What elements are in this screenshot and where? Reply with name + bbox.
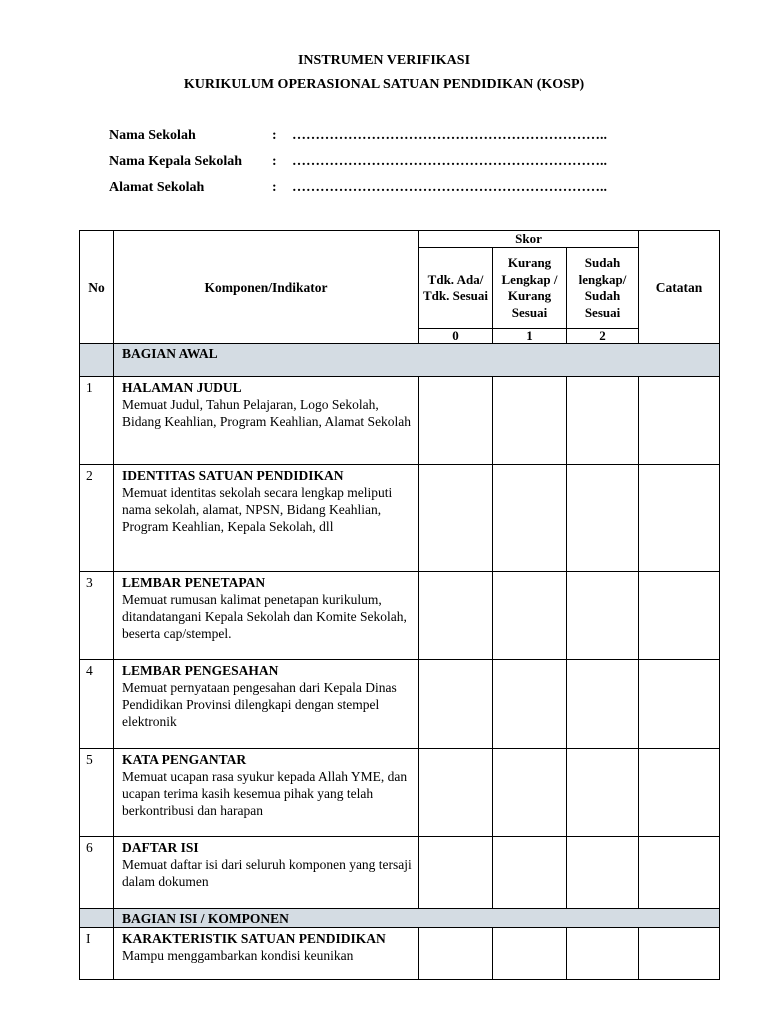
row-number: 3 (80, 572, 114, 660)
header-score-1-label: Kurang Lengkap / Kurang Sesuai (493, 248, 567, 329)
identity-value: ………………………………………………………….. (292, 154, 607, 169)
header-catatan: Catatan (639, 231, 720, 344)
catatan-cell[interactable] (639, 660, 720, 749)
score-cell-2[interactable] (567, 660, 639, 749)
row-number: 5 (80, 749, 114, 837)
identity-value: ………………………………………………………….. (292, 180, 607, 195)
header-score-2-value: 2 (567, 329, 639, 344)
section-row-isi (80, 909, 720, 928)
score-cell-0[interactable] (419, 377, 493, 465)
row-component (114, 660, 419, 749)
identity-colon: : (272, 154, 277, 169)
score-cell-1[interactable] (493, 660, 567, 749)
row-title: LEMBAR PENGESAHAN (122, 663, 279, 678)
row-number: I (80, 928, 114, 980)
score-cell-2[interactable] (567, 377, 639, 465)
score-cell-2[interactable] (567, 749, 639, 837)
row-number: 1 (80, 377, 114, 465)
header-score-0-label: Tdk. Ada/ Tdk. Sesuai (419, 248, 493, 329)
score-cell-0[interactable] (419, 465, 493, 572)
row-component (114, 465, 419, 572)
identity-colon: : (272, 180, 277, 195)
row-title: IDENTITAS SATUAN PENDIDIKAN (122, 468, 344, 483)
row-title: KATA PENGANTAR (122, 752, 247, 767)
row-component (114, 837, 419, 909)
row-description: Memuat identitas sekolah secara lengkap meliputi nama sekolah, alamat, NPSN, Bidang Keahlian, Program Keahlian, Kepala Sekolah, dll (122, 485, 393, 534)
score-cell-1[interactable] (493, 572, 567, 660)
score-cell-2[interactable] (567, 572, 639, 660)
table-row (80, 465, 720, 572)
catatan-cell[interactable] (639, 377, 720, 465)
catatan-cell[interactable] (639, 749, 720, 837)
row-description: Memuat pernyataan pengesahan dari Kepala Dinas Pendidikan Provinsi dilengkapi dengan stempel elektronik (122, 680, 397, 729)
identity-label: Nama Sekolah (109, 128, 196, 143)
row-component (114, 572, 419, 660)
header-score-2-label: Sudah lengkap/ Sudah Sesuai (567, 248, 639, 329)
row-number: 6 (80, 837, 114, 909)
score-cell-2[interactable] (567, 465, 639, 572)
table-row (80, 928, 720, 980)
header-komponen: Komponen/Indikator (114, 231, 419, 344)
score-cell-2[interactable] (567, 837, 639, 909)
section-cell (80, 909, 114, 928)
document-title: INSTRUMEN VERIFIKASI (297, 53, 471, 68)
section-label: BAGIAN ISI / KOMPONEN (114, 909, 720, 928)
row-title: HALAMAN JUDUL (122, 380, 242, 395)
row-title: DAFTAR ISI (122, 840, 199, 855)
catatan-cell[interactable] (639, 928, 720, 980)
identity-value: ………………………………………………………….. (292, 128, 607, 143)
score-cell-1[interactable] (493, 928, 567, 980)
row-component (114, 928, 419, 980)
score-cell-1[interactable] (493, 749, 567, 837)
score-cell-0[interactable] (419, 928, 493, 980)
document-subtitle: KURIKULUM OPERASIONAL SATUAN PENDIDIKAN (KOSP) (183, 77, 585, 92)
section-row-awal (80, 344, 720, 377)
table-row (80, 837, 720, 909)
catatan-cell[interactable] (639, 837, 720, 909)
section-cell (80, 344, 114, 377)
table-row (80, 749, 720, 837)
identity-label: Alamat Sekolah (109, 180, 205, 195)
identity-colon: : (272, 128, 277, 143)
row-title: KARAKTERISTIK SATUAN PENDIDIKAN (122, 931, 386, 946)
score-cell-1[interactable] (493, 465, 567, 572)
table-row (80, 660, 720, 749)
score-cell-0[interactable] (419, 660, 493, 749)
header-score-1-value: 1 (493, 329, 567, 344)
row-description: Memuat rumusan kalimat penetapan kurikulum, ditandatangani Kepala Sekolah dan Komite Sekolah, beserta cap/stempel. (122, 592, 407, 641)
header-score-0-value: 0 (419, 329, 493, 344)
row-number: 2 (80, 465, 114, 572)
table-row (80, 377, 720, 465)
row-description: Memuat Judul, Tahun Pelajaran, Logo Sekolah, Bidang Keahlian, Program Keahlian, Alamat Sekolah (122, 397, 412, 429)
score-cell-0[interactable] (419, 837, 493, 909)
row-description: Memuat ucapan rasa syukur kepada Allah YME, dan ucapan terima kasih kesemua pihak yang telah berkontribusi dan harapan (122, 769, 408, 818)
identity-label: Nama Kepala Sekolah (109, 154, 243, 169)
score-cell-2[interactable] (567, 928, 639, 980)
catatan-cell[interactable] (639, 465, 720, 572)
score-cell-1[interactable] (493, 377, 567, 465)
score-cell-0[interactable] (419, 749, 493, 837)
section-label: BAGIAN AWAL (114, 344, 720, 377)
row-description: Mampu menggambarkan kondisi keunikan (122, 948, 354, 963)
row-component (114, 377, 419, 465)
header-no: No (80, 231, 114, 344)
score-cell-0[interactable] (419, 572, 493, 660)
row-description: Memuat daftar isi dari seluruh komponen yang tersaji dalam dokumen (122, 857, 412, 889)
table-row (80, 572, 720, 660)
catatan-cell[interactable] (639, 572, 720, 660)
verification-table (79, 230, 720, 980)
header-skor: Skor (419, 231, 639, 248)
row-number: 4 (80, 660, 114, 749)
score-cell-1[interactable] (493, 837, 567, 909)
row-title: LEMBAR PENETAPAN (122, 575, 266, 590)
row-component (114, 749, 419, 837)
